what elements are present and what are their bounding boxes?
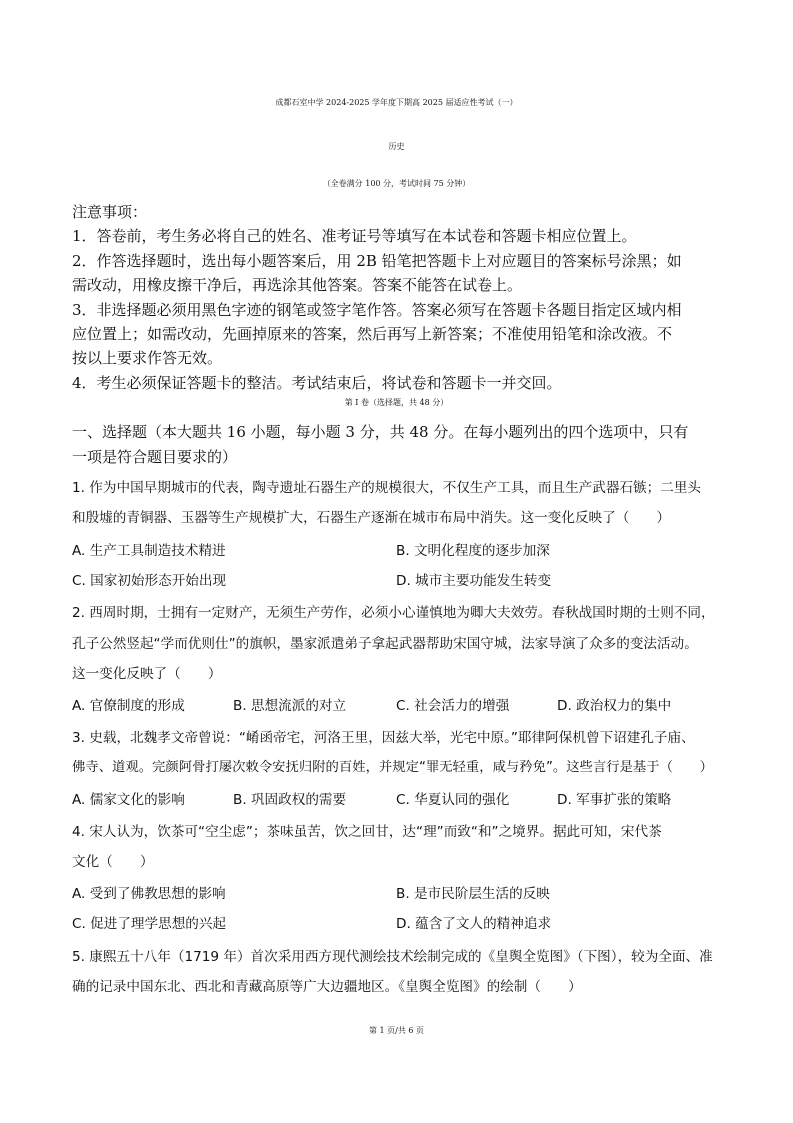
notice-line: 3．非选择题必须用黑色字迹的钢笔或签字笔作答。答案必须写在答题卡各题目指定区域内相 xyxy=(72,301,682,319)
notice-line: 2．作答选择题时，选出每小题答案后，用 2B 铅笔把答题卡上对应题目的答案标号涂黑；如 xyxy=(72,252,682,270)
question-1-stem: 和殷墟的青铜器、玉器等生产规模扩大，石器生产逐渐在城市布局中消失。这一变化反映了（ ） xyxy=(72,510,671,526)
question-2-option-a[interactable]: A. 官僚制度的形成 xyxy=(72,698,185,714)
question-3-stem: 佛寺、道观。完颜阿骨打屡次敕令安抚归附的百姓，并规定“罪无轻重，咸与矜免”。这些言行是基于（ ） xyxy=(72,760,713,775)
question-4-option-d[interactable]: D. 蕴含了文人的精神追求 xyxy=(396,916,552,932)
question-3-stem: 3. 史载，北魏孝文帝曾说：“崤函帝宅，河洛王里，因兹大举，光宅中原。”耶律阿保机曾下诏建孔子庙、 xyxy=(72,730,695,746)
question-1-option-d[interactable]: D. 城市主要功能发生转变 xyxy=(396,573,552,589)
question-1-option-c[interactable]: C. 国家初始形态开始出现 xyxy=(72,573,227,589)
question-4-option-b[interactable]: B. 是市民阶层生活的反映 xyxy=(396,886,550,902)
notice-line: 应位置上；如需改动，先画掉原来的答案，然后再写上新答案；不准使用铅笔和涂改液。不 xyxy=(72,325,673,343)
section-intro: 一项是符合题目要求的） xyxy=(72,448,238,466)
section-intro: 一、选择题（本大题共 16 小题，每小题 3 分，共 48 分。在每小题列出的四个选项中，只有 xyxy=(72,423,689,441)
question-3-option-b[interactable]: B. 巩固政权的需要 xyxy=(233,792,347,808)
question-1-option-a[interactable]: A. 生产工具制造技术精进 xyxy=(72,543,226,559)
question-2-stem: 孔子公然竖起“学而优则仕”的旗帜，墨家派遣弟子拿起武器帮助宋国守城，法家导演了众多的变法活动。 xyxy=(72,636,698,652)
question-4-stem: 文化（ ） xyxy=(72,854,154,870)
question-4-option-c[interactable]: C. 促进了理学思想的兴起 xyxy=(72,916,227,932)
exam-title: 成都石室中学 2024-2025 学年度下期高 2025 届适应性考试（一） xyxy=(275,98,518,107)
subject-title: 历史 xyxy=(388,142,405,151)
question-2-option-d[interactable]: D. 政治权力的集中 xyxy=(557,698,672,714)
question-2-option-b[interactable]: B. 思想流派的对立 xyxy=(233,698,347,714)
question-4-option-a[interactable]: A. 受到了佛教思想的影响 xyxy=(72,886,226,902)
notice-line: 1．答卷前，考生务必将自己的姓名、准考证号等填写在本试卷和答题卡相应位置上。 xyxy=(72,227,637,245)
exam-meta: （全卷满分 100 分，考试时间 75 分钟） xyxy=(322,179,471,188)
question-2-stem: 2. 西周时期，士拥有一定财产，无须生产劳作，必须小心谨慎地为卿大夫效劳。春秋战国时期的士则不同， xyxy=(72,605,715,621)
question-3-option-a[interactable]: A. 儒家文化的影响 xyxy=(72,792,185,808)
notice-line: 需改动，用橡皮擦干净后，再选涂其他答案。答案不能答在试卷上。 xyxy=(72,276,523,294)
question-1-option-b[interactable]: B. 文明化程度的逐步加深 xyxy=(396,543,550,559)
notice-line: 按以上要求作答无效。 xyxy=(72,349,223,367)
question-3-option-c[interactable]: C. 华夏认同的强化 xyxy=(396,792,510,808)
question-2-option-c[interactable]: C. 社会活力的增强 xyxy=(396,698,510,714)
question-4-stem: 4. 宋人认为，饮茶可“空尘虑”；茶味虽苦，饮之回甘，达“理”而致“和”之境界。据此可知，宋代茶 xyxy=(72,824,662,840)
question-3-option-d[interactable]: D. 军事扩张的策略 xyxy=(557,792,672,808)
question-1-stem: 1. 作为中国早期城市的代表，陶寺遗址石器生产的规模很大，不仅生产工具，而且生产武器石镞；二里头 xyxy=(72,480,702,496)
notice-line: 4．考生必须保证答题卡的整洁。考试结束后，将试卷和答题卡一并交回。 xyxy=(72,374,562,392)
section-title: 第 I 卷（选择题，共 48 分） xyxy=(344,398,449,407)
notice-heading: 注意事项： xyxy=(72,203,148,221)
question-5-stem: 5. 康熙五十八年（1719 年）首次采用西方现代测绘技术绘制完成的《皇舆全览图》（下图），较为全面、准 xyxy=(72,949,713,965)
page-footer: 第 1 页/共 6 页 xyxy=(368,1026,425,1035)
question-2-stem: 这一变化反映了（ ） xyxy=(72,666,222,682)
question-5-stem: 确的记录中国东北、西北和青藏高原等广大边疆地区。《皇舆全览图》的绘制（ ） xyxy=(72,979,582,995)
